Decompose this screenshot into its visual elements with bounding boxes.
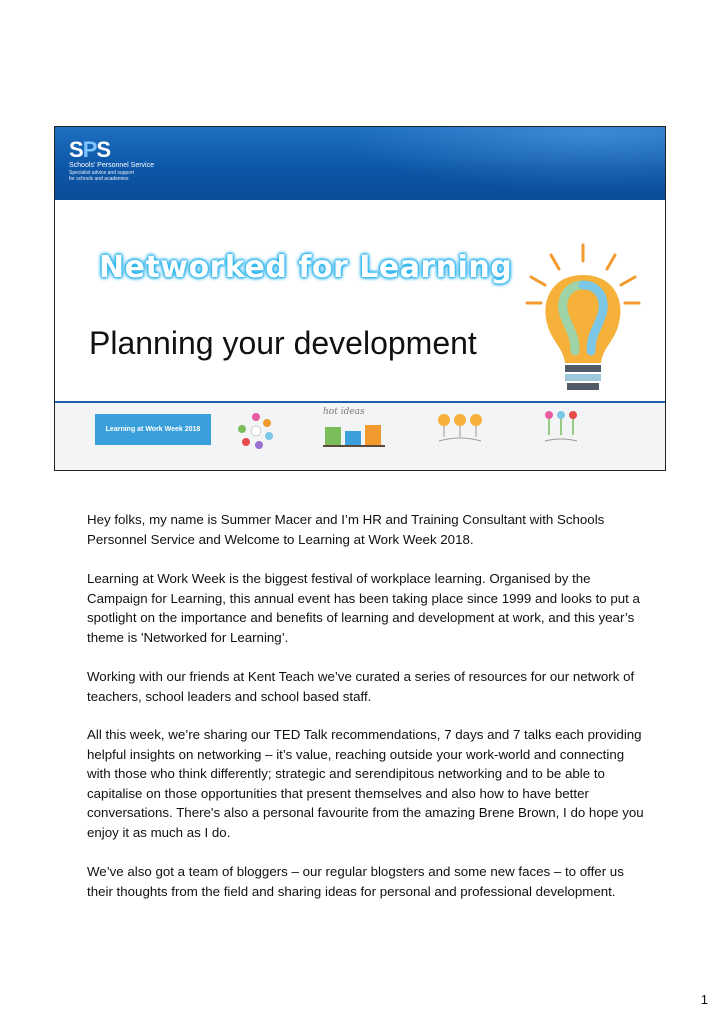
slide-header-banner xyxy=(55,127,665,200)
flower-icon xyxy=(233,409,279,451)
slide-image xyxy=(54,126,666,471)
paragraph-ted-talks: All this week, we’re sharing our TED Talk recommendations, 7 days and 7 talks each providing helpful insights on networking – it’s value, reaching outside your work-world and connecting with those who think differently; strategic and serendipitous networking and to be able to capitalise on those opportunities that present themselves and also how to have better conversations. There's also a personal favourite from the amazing Brene Brown, I do hope you enjoy it as much as I do. xyxy=(87,727,644,840)
paragraph-bloggers: We’ve also got a team of bloggers – our regular blogsters and some new faces – to offer us their thoughts from the field and sharing ideas for personal and professional development. xyxy=(87,864,624,899)
bulbs-icon xyxy=(435,411,485,449)
sps-logo: SPS Schools' Personnel Service Specialist advice and support for schools and academies xyxy=(69,137,154,182)
paragraph-learning-at-work: Learning at Work Week is the biggest festival of workplace learning. Organised by the Campaign for Learning, this annual event has been taking place since 1999 and looks to put a spotlight on the importance and benefits of learning and development at work, and this year’s theme is 'Networked for Learning’. xyxy=(87,571,640,645)
slide-title: Networked for Learning xyxy=(99,250,513,285)
page-number: 1 xyxy=(700,992,708,1007)
logo-tagline-2: for schools and academies xyxy=(69,176,129,182)
logo-tagline-1: Specialist advice and support xyxy=(69,170,135,176)
learning-at-work-badge: Learning at Work Week 2018 xyxy=(95,414,211,445)
logo-name: Schools' Personnel Service xyxy=(69,162,154,169)
paragraph-kent-teach: Working with our friends at Kent Teach we’ve curated a series of resources for our network of teachers, school leaders and school based staff. xyxy=(87,669,635,704)
paragraph-intro: Hey folks, my name is Summer Macer and I’m HR and Training Consultant with Schools Personnel Service and Welcome to Learning at Work Week 2018. xyxy=(87,512,605,547)
slide-subtitle: Planning your development xyxy=(89,325,477,361)
tulips-icon xyxy=(541,409,581,449)
hot-ideas-label: hot ideas xyxy=(323,407,365,417)
coffee-cups-icon xyxy=(323,419,385,451)
lightbulb-icon xyxy=(523,237,653,397)
